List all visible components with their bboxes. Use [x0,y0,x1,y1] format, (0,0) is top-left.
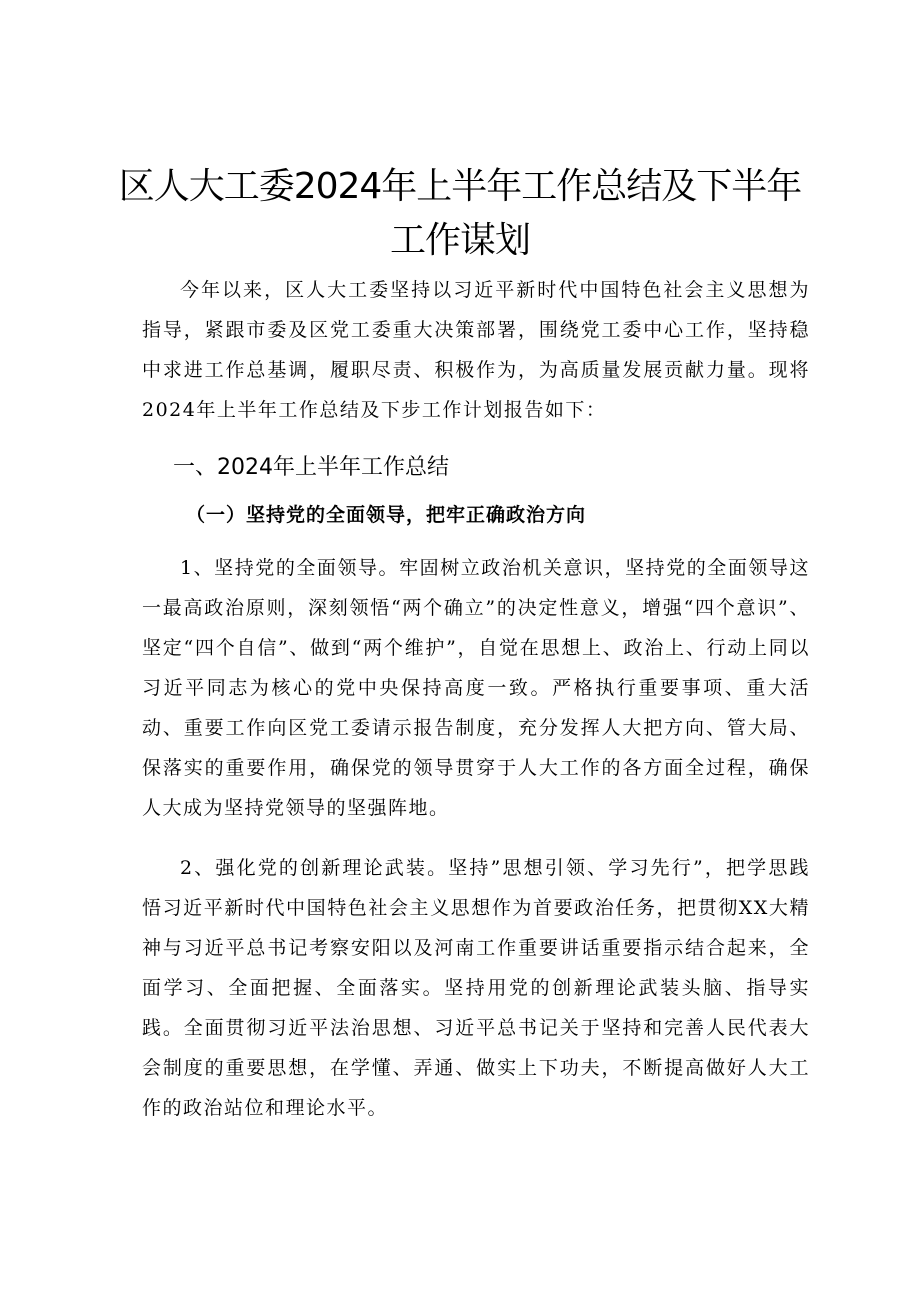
document-title-line-2: 工作谋划 [389,220,530,261]
body-paragraph-2: 2、强化党的创新理论武装。坚持”思想引领、学习先行”，把学思践悟习近平新时代中国特色社会主义思想作为首要政治任务，把贯彻XX大精神与习近平总书记考察安阳以及河南工作重要讲话重要指示结合起来，全面学习、全面把握、全面落实。坚持用党的创新理论武装头脑、指导实践。全面贯彻习近平法治思想、习近平总书记关于坚持和完善人民代表大会制度的重要思想，在学懂、弄通、做实上下功夫，不断提高做好人大工作的政治站位和理论水平。 [142,857,810,1119]
intro-paragraph: 今年以来，区人大工委坚持以习近平新时代中国特色社会主义思想为指导，紧跟市委及区党工委重大决策部署，围绕党工委中心工作，坚持稳中求进工作总基调，履职尽责、积极作为，为高质量发展贡献力量。现将2024年上半年工作总结及下步工作计划报告如下： [142,279,810,421]
body-paragraph-1: 1、坚持党的全面领导。牢固树立政治机关意识，坚持党的全面领导这一最高政治原则，深刻领悟“两个确立”的决定性意义，增强“四个意识”、坚定“四个自信”、做到“两个维护”，自觉在思想上、政治上、行动上同以习近平同志为核心的党中央保持高度一致。严格执行重要事项、重大活动、重要工作向区党工委请示报告制度，充分发挥人大把方向、管大局、保落实的重要作用，确保党的领导贯穿于人大工作的各方面全过程，确保人大成为坚持党领导的坚强阵地。 [142,557,810,819]
document-title-line-1: 区人大工委2024年上半年工作总结及下半年 [118,166,802,207]
section-heading: 一、2024年上半年工作总结 [173,455,449,480]
subsection-heading: （一）坚持党的全面领导，把牢正确政治方向 [186,504,587,526]
